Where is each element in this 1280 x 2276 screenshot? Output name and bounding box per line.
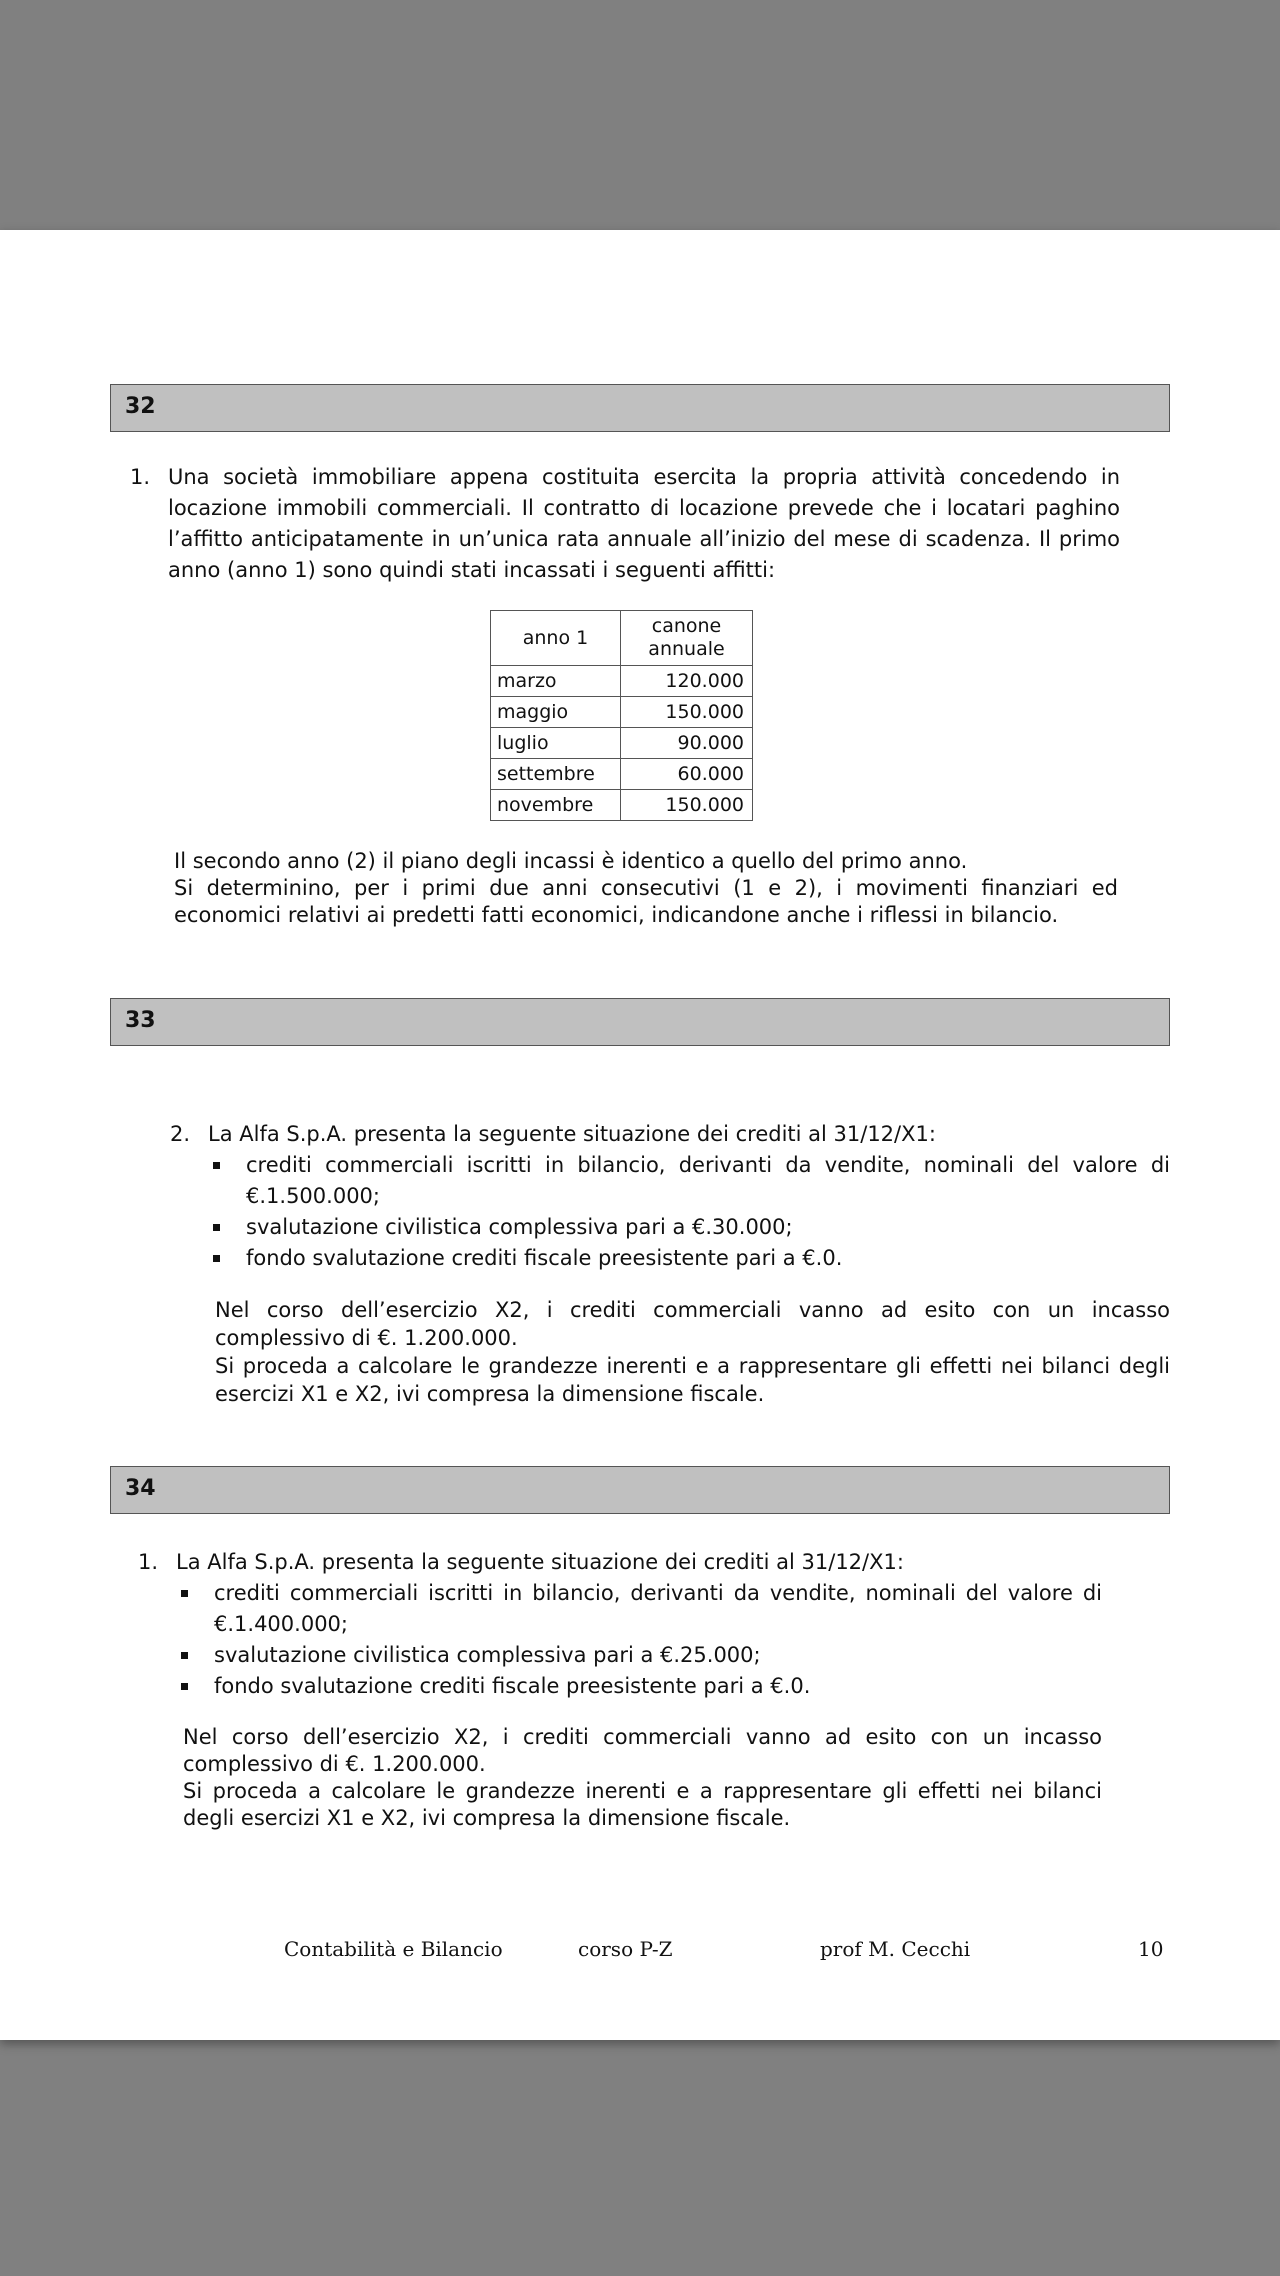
list-item: crediti commerciali iscritti in bilancio, derivanti da vendite, nominali del valore di €.1.500.000;: [208, 1150, 1170, 1212]
footer-professor: prof M. Cecchi: [820, 1937, 971, 1961]
rent-table-header-year: anno 1: [491, 611, 621, 666]
list-item: svalutazione civilistica complessiva pari a €.25.000;: [176, 1640, 1102, 1671]
section-header-32: [110, 384, 1170, 432]
exercise-33-bullets: [208, 1150, 1170, 1274]
table-cell-amount: 150.000: [621, 697, 753, 728]
table-cell-amount: 60.000: [621, 759, 753, 790]
exercise-33-closing-line2: Si proceda a calcolare le grandezze inerenti e a rappresentare gli effetti nei bilanci degli esercizi X1 e X2, ivi compresa la dimensione fiscale.: [215, 1354, 1170, 1406]
footer-page-number: 10: [1138, 1937, 1164, 1961]
footer-course-section: corso P-Z: [578, 1937, 673, 1961]
exercise-33-closing-line1: Nel corso dell’esercizio X2, i crediti commerciali vanno ad esito con un incasso complessivo di €. 1.200.000.: [215, 1298, 1170, 1350]
exercise-34-closing-line2: Si proceda a calcolare le grandezze inerenti e a rappresentare gli effetti nei bilanci degli esercizi X1 e X2, ivi compresa la dimensione fiscale.: [183, 1779, 1102, 1830]
list-item: fondo svalutazione crediti fiscale preesistente pari a €.0.: [176, 1671, 1102, 1702]
rent-table-header-amount: canone annuale: [621, 611, 753, 666]
exercise-34-bullets: [176, 1578, 1102, 1702]
exercise-33-item: [170, 1119, 1170, 1408]
footer-course-title: Contabilità e Bilancio: [284, 1937, 503, 1961]
table-cell-amount: 90.000: [621, 728, 753, 759]
table-row: [491, 790, 753, 821]
table-row: [491, 666, 753, 697]
item-number: 1.: [138, 1550, 159, 1574]
exercise-32-line2: Si determinino, per i primi due anni consecutivi (1 e 2), i movimenti finanziari ed economici relativi ai predetti fatti economici, indicandone anche i riflessi in bilancio.: [174, 876, 1118, 927]
table-cell-month: novembre: [491, 790, 621, 821]
exercise-34-item: [138, 1547, 1102, 1832]
exercise-34-intro: La Alfa S.p.A. presenta la seguente situazione dei crediti al 31/12/X1:: [176, 1550, 904, 1574]
table-row: [491, 728, 753, 759]
item-number: 2.: [170, 1122, 191, 1146]
list-item: fondo svalutazione crediti fiscale preesistente pari a €.0.: [208, 1243, 1170, 1274]
exercise-33-intro: La Alfa S.p.A. presenta la seguente situazione dei crediti al 31/12/X1:: [208, 1122, 936, 1146]
exercise-34-closing: [183, 1724, 1102, 1832]
table-row: [491, 759, 753, 790]
table-cell-month: luglio: [491, 728, 621, 759]
table-cell-month: settembre: [491, 759, 621, 790]
exercise-32-item: [130, 462, 1120, 586]
exercise-33-closing: [215, 1296, 1170, 1408]
section-header-33: [110, 998, 1170, 1046]
exercise-32-intro: Una società immobiliare appena costituita esercita la propria attività concedendo in locazione immobili commerciali. Il contratto di locazione prevede che i locatari paghino l’affitto anticipatamente in un’unica rata annuale all’inizio del mese di scadenza. Il primo anno (anno 1) sono quindi stati incassati i seguenti affitti:: [168, 465, 1120, 582]
section-number: 32: [125, 394, 156, 419]
section-number: 33: [125, 1008, 156, 1033]
table-cell-month: marzo: [491, 666, 621, 697]
exercise-34-closing-line1: Nel corso dell’esercizio X2, i crediti commerciali vanno ad esito con un incasso complessivo di €. 1.200.000.: [183, 1725, 1102, 1776]
table-row: [491, 697, 753, 728]
table-cell-month: maggio: [491, 697, 621, 728]
item-number: 1.: [130, 465, 151, 489]
document-page: [0, 230, 1280, 2040]
section-header-34: [110, 1466, 1170, 1514]
exercise-32-conclusion: [174, 848, 1118, 929]
table-cell-amount: 150.000: [621, 790, 753, 821]
rent-table: [490, 610, 753, 821]
list-item: crediti commerciali iscritti in bilancio, derivanti da vendite, nominali del valore di €.1.400.000;: [176, 1578, 1102, 1640]
list-item: svalutazione civilistica complessiva pari a €.30.000;: [208, 1212, 1170, 1243]
table-cell-amount: 120.000: [621, 666, 753, 697]
exercise-32-line1: Il secondo anno (2) il piano degli incassi è identico a quello del primo anno.: [174, 849, 968, 873]
section-number: 34: [125, 1476, 156, 1501]
